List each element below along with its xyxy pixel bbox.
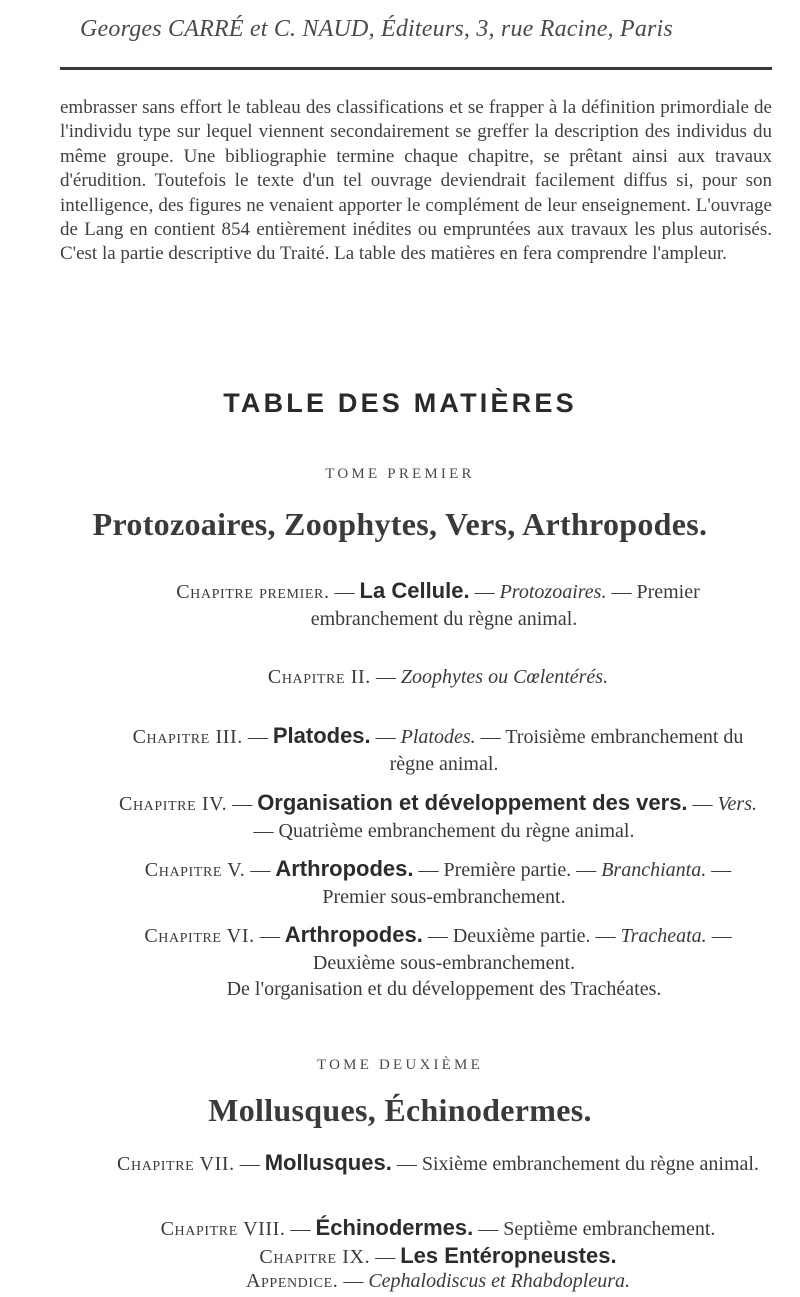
chapter-description: — Premier embranchement du règne animal. [310,581,700,630]
separator: — [242,726,273,748]
chapter-group: Protozoaires. [499,581,607,603]
separator: — [370,726,401,748]
chapter-name: La Cellule. [359,578,470,603]
header-editeurs: Éditeurs, [380,16,471,42]
separator: — [227,793,258,815]
separator: — [469,581,500,603]
chapter-group: Vers. [717,793,757,815]
chapter-label: Chapitre III. [132,726,243,748]
header-rule [60,67,772,70]
chapter-8 [112,1215,764,1243]
chapter-name: Les Entéropneustes. [400,1243,617,1268]
chapter-1 [112,578,764,632]
chapter-description: — Septième embranchement. [473,1218,716,1240]
chapter-description: — Sixième embranchement du règne animal. [391,1153,759,1175]
chapter-group: Tracheata. [620,925,707,947]
separator: — [285,1218,316,1240]
chapter-5 [112,856,764,910]
chapter-label: Chapitre V. [144,859,246,881]
chapter-extra: De l'organisation et du développement des Trachéates. [226,978,662,1000]
chapter-name: Platodes. [272,723,371,748]
chapter-description: — Deuxième sous-embranchement. [312,925,732,974]
appendix [112,1268,764,1295]
separator: — Deuxième partie. — [422,925,621,947]
chapter-description: — Troisième embranchement du règne animal. [389,726,744,775]
chapter-label: Chapitre IV. [119,793,228,815]
chapter-name: Mollusques. [264,1150,392,1175]
chapter-4 [112,790,764,844]
chapter-name: Arthropodes. [275,856,414,881]
chapter-group: Platodes. [400,726,476,748]
chapter-7 [112,1150,764,1178]
header-address: 3, rue Racine, Paris [476,16,673,42]
chapter-label: Chapitre VIII. [160,1218,286,1240]
separator: — [234,1153,265,1175]
separator: — [687,793,718,815]
chapter-description: — Premier sous-embranchement. [322,859,732,908]
running-header [80,16,780,43]
chapter-group: Branchianta. [601,859,707,881]
header-publisher-carre: CARRÉ [168,16,244,42]
header-publisher-first: Georges [80,16,162,42]
intro-paragraph: embrasser sans effort le tableau des classifications et se frapper à la définition primordiale de l'individu type sur lequel viennent secondairement se greffer la description des individus du même groupe. Une bibliographie termine chaque chapitre, se prêtant ainsi aux travaux d'érudition. Toutefois le texte d'un tel ouvrage deviendrait facilement diffus si, pour son intelligence, des figures ne venaient apporter le complément de leur enseignement. L'ouvrage de Lang en contient 854 entièrement inédites ou empruntées aux travaux les plus autorisés. C'est la partie descriptive du Traité. La table des matières en fera comprendre l'ampleur. [60,97,772,265]
tome-2-label: TOME DEUXIÈME [317,1057,483,1073]
toc-title: TABLE DES MATIÈRES [223,388,577,418]
chapter-label: Appendice. [246,1270,339,1292]
separator: — Première partie. — [413,859,602,881]
header-publisher-et: et [249,16,268,42]
chapter-description: — Quatrième embranchement du règne animal. [253,819,635,842]
chapter-name: Échinodermes. [315,1215,474,1240]
chapter-group: Zoophytes ou Cœlentérés. [400,666,609,688]
chapter-6 [112,922,764,1003]
tome-1-title: Protozoaires, Zoophytes, Vers, Arthropodes. [92,506,708,542]
separator: — [370,1246,401,1268]
chapter-name: Organisation et développement des vers. [257,790,688,815]
separator: — [370,666,401,688]
separator: — [338,1270,369,1292]
chapter-label: Chapitre VII. [117,1153,235,1175]
chapter-group: Cephalodiscus et Rhabdopleura. [368,1270,630,1292]
chapter-label: Chapitre VI. [144,925,255,947]
separator: — [254,925,285,947]
chapter-label: Chapitre II. [267,666,371,688]
header-publisher-naud: C. NAUD, [273,16,375,42]
separator: — [329,581,360,603]
chapter-label: Chapitre premier. [176,581,330,603]
tome-2-title: Mollusques, Échinodermes. [208,1092,592,1128]
chapter-9 [112,1243,764,1271]
separator: — [245,859,276,881]
chapter-name: Arthropodes. [284,922,423,947]
chapter-label: Chapitre IX. [259,1246,371,1268]
chapter-2 [112,664,764,691]
chapter-3 [112,723,764,777]
tome-1-label: TOME PREMIER [325,466,475,482]
